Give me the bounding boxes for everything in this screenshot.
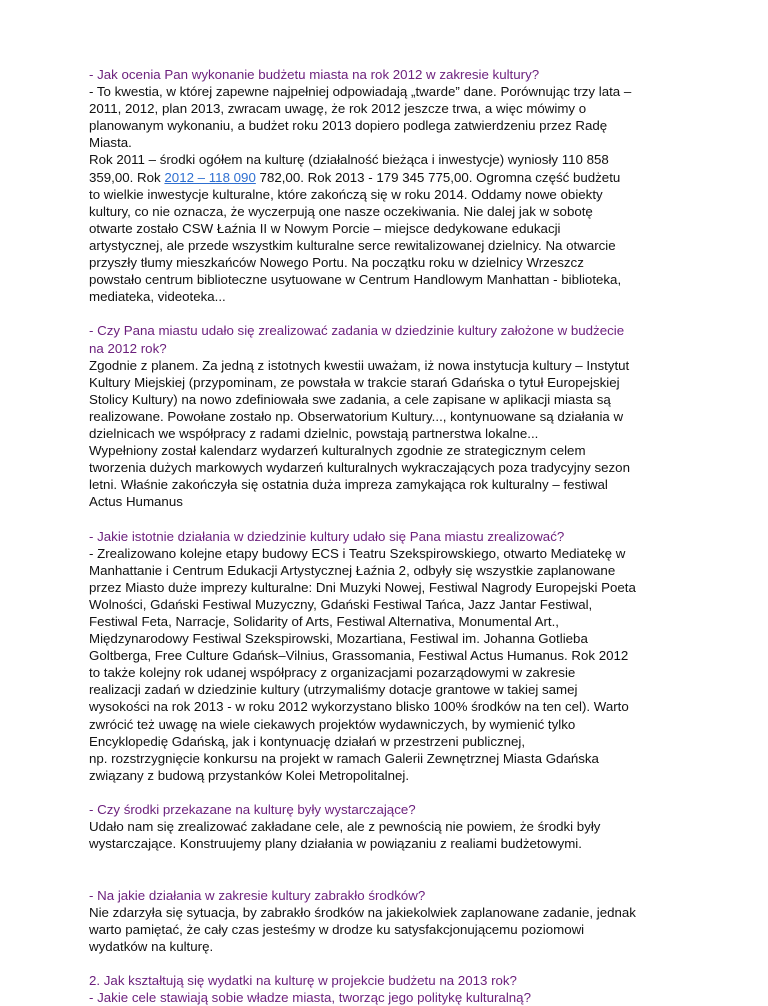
answer-line: zwrócić też uwagę na wiele ciekawych projektów wydawniczych, by wymienić tylko <box>89 716 576 732</box>
answer-line: Międzynarodowy Festiwal Szekspirowski, Mozartiana, Festiwal im. Johanna Gotlieba <box>89 631 588 647</box>
qa-section-6 <box>89 972 714 1006</box>
budget-2012-link[interactable]: 2012 – 118 090 <box>164 169 256 185</box>
answer-line: Miasta. <box>89 135 132 151</box>
qa-section-2 <box>89 322 714 510</box>
question-text: - Jak ocenia Pan wykonanie budżetu miasta na rok 2012 w zakresie kultury? <box>89 67 540 82</box>
answer-line: np. rozstrzygnięcie konkursu na projekt w ramach Galerii Zewnętrznej Miasta Gdańska <box>89 750 599 766</box>
qa-section-4 <box>89 801 714 852</box>
answer-line: Zgodnie z planem. Za jedną z istotnych kwestii uważam, iż nowa instytucja kultury – Instytut <box>89 357 630 373</box>
paragraph-gap <box>89 955 714 972</box>
answer-text: 359,00. Rok <box>89 169 165 185</box>
answer-line: mediateka, videoteka... <box>89 289 226 305</box>
answer-line: realizacji zadań w dziedzinie kultury (utrzymaliśmy dotacje grantowe w takiej samej <box>89 682 578 698</box>
answer-line: kultury, co nie oznacza, że wyczerpują one nasze oczekiwania. Nie dalej jak w sobotę <box>89 203 593 219</box>
answer-line: powstało centrum biblioteczne usytuowane w Centrum Handlowym Manhattan - biblioteka, <box>89 272 622 288</box>
paragraph-gap <box>89 784 714 801</box>
answer-line: Stolicy Kultury) na nowo zdefiniowała swe zadania, a cele zapisane w aplikacji miasta są <box>89 391 611 407</box>
answer-line: - Zrealizowano kolejne etapy budowy ECS i Teatru Szekspirowskiego, otwarto Mediatekę w <box>89 545 626 561</box>
answer-line: planowanym wykonaniu, a budżet roku 2013 dopiero podlega zatwierdzeniu przez Radę <box>89 118 608 134</box>
answer-line: Kultury Miejskiej (przypominam, ze powstała w trakcie starań Gdańska o tytuł Europejskiej <box>89 374 620 390</box>
answer-line: Festiwal Feta, Narracje, Solidarity of Arts, Festiwal Alternativa, Monumental Art., <box>89 614 560 629</box>
answer-line: artystycznej, ale przede wszystkim kulturalne serce rewitalizowanej dzielnicy. Na otwarcie <box>89 237 616 253</box>
document-page <box>89 66 714 1006</box>
paragraph-gap <box>89 852 714 886</box>
answer-line-with-link <box>89 169 714 186</box>
answer-line: warto pamiętać, że cały czas jesteśmy w drodze ku satysfakcjonującemu poziomowi <box>89 921 585 937</box>
answer-line: Manhattanie i Centrum Edukacji Artystycznej Łaźnia 2, odbyły się wszystkie zaplanowane <box>89 562 616 578</box>
answer-line: to także kolejny rok udanej współpracy z organizacjami pozarządowymi w zakresie <box>89 665 576 681</box>
answer-line: letni. Właśnie zakończyła się ostatnia duża impreza zamykająca rok kulturalny – festiwal <box>89 477 608 493</box>
answer-line: dzielnicach we współpracy z radami dzielnic, powstają partnerstwa lokalne... <box>89 425 539 441</box>
answer-line: Wypełniony został kalendarz wydarzeń kulturalnych zgodnie ze strategicznym celem <box>89 443 586 459</box>
answer-line: to wielkie inwestycje kulturalne, które zakończą się w roku 2014. Oddamy nowe obiekty <box>89 186 603 202</box>
answer-line: Actus Humanus <box>89 494 183 510</box>
answer-line: realizowane. Powołane zostało np. Obserwatorium Kultury..., kontynuowane są działania w <box>89 408 624 424</box>
answer-line: 2011, 2012, plan 2013, zwracam uwagę, że rok 2012 jeszcze trwa, a więc mówimy o <box>89 101 587 117</box>
question-text: na 2012 rok? <box>89 340 167 356</box>
answer-line: tworzenia dużych markowych wydarzeń kulturalnych wykraczających poza tradycyjny sezon <box>89 460 630 476</box>
answer-line: Encyklopedię Gdańską, jak i kontynuację działań w przestrzeni publicznej, <box>89 733 526 749</box>
answer-line: przez Miasto duże imprezy kulturalne: Dni Muzyki Nowej, Festiwal Nagrody Europejski Poeta <box>89 579 636 595</box>
answer-line: Nie zdarzyła się sytuacja, by zabrakło środków na jakiekolwiek zaplanowane zadanie, jednak <box>89 904 636 920</box>
qa-section-5 <box>89 887 714 955</box>
answer-line: wysokości na rok 2013 - w roku 2012 wykorzystano blisko 100% środków na ten cel). Warto <box>89 699 629 715</box>
answer-text: 782,00. Rok 2013 - 179 345 775,00. Ogromna część budżetu <box>255 169 621 185</box>
answer-line: Rok 2011 – środki ogółem na kulturę (działalność bieżąca i inwestycje) wyniosły 110 858 <box>89 152 609 168</box>
question-text: - Czy Pana miastu udało się zrealizować zadania w dziedzinie kultury założone w budżecie <box>89 323 625 339</box>
question-text: - Na jakie działania w zakresie kultury zabrakło środków? <box>89 887 426 903</box>
question-text: - Jakie cele stawiają sobie władze miasta, tworząc jego politykę kulturalną? <box>89 990 531 1006</box>
answer-line: otwarte zostało CSW Łaźnia II w Nowym Porcie – miejsce dedykowane edukacji <box>89 220 561 236</box>
answer-line: Wolności, Gdański Festiwal Muzyczny, Gdański Festiwal Tańca, Jazz Jantar Festiwal, <box>89 596 593 612</box>
paragraph-gap <box>89 510 714 527</box>
answer-line: związany z budową przystanków Kolei Metropolitalnej. <box>89 767 410 783</box>
question-text: - Czy środki przekazane na kulturę były wystarczające? <box>89 802 416 818</box>
answer-line: wystarczające. Konstruujemy plany działania w powiązaniu z realiami budżetowymi. <box>89 836 582 852</box>
qa-section-3 <box>89 528 714 784</box>
answer-line: wydatków na kulturę. <box>89 938 214 954</box>
answer-line: Goltberga, Free Culture Gdańsk–Vilnius, Grassomania, Festiwal Actus Humanus. Rok 2012 <box>89 648 629 664</box>
answer-line: Udało nam się zrealizować zakładane cele, ale z pewnością nie powiem, że środki były <box>89 819 601 835</box>
answer-line: przyszły tłumy mieszkańców Nowego Portu. Na początku roku w dzielnicy Wrzeszcz <box>89 255 584 271</box>
paragraph-gap <box>89 305 714 322</box>
question-text: - Jakie istotnie działania w dziedzinie kultury udało się Pana miastu zrealizować? <box>89 528 565 544</box>
answer-line: - To kwestia, w której zapewne najpełniej odpowiadają „twarde” dane. Porównując trzy lata – <box>89 84 632 100</box>
qa-section-1 <box>89 66 714 305</box>
question-heading: 2. Jak kształtują się wydatki na kulturę w projekcie budżetu na 2013 rok? <box>89 972 517 988</box>
